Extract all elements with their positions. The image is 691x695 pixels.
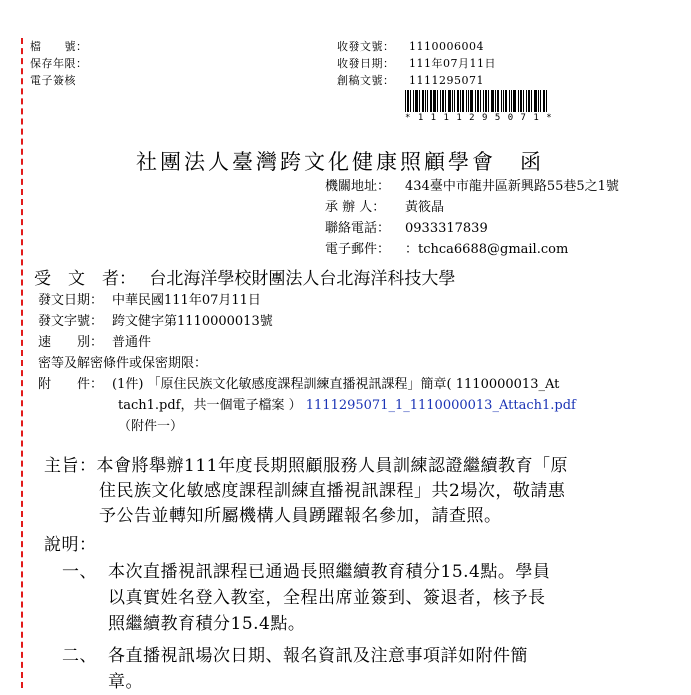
meta-row: 電子簽核 — [30, 74, 76, 87]
barcode-bar — [518, 90, 519, 112]
barcode-bar — [491, 90, 494, 112]
barcode-bar — [513, 90, 516, 112]
contact-address: 機關地址： 434臺中市龍井區新興路55巷5之1號 — [325, 179, 619, 194]
document-title: 社團法人臺灣跨文化健康照顧學會 函 — [136, 150, 544, 174]
barcode-bar — [452, 90, 453, 112]
barcode-bar — [511, 90, 512, 112]
barcode — [405, 90, 553, 123]
barcode-bar — [440, 90, 441, 112]
barcode-bar — [460, 90, 461, 112]
barcode-bar — [540, 90, 541, 112]
contact-person: 承 辦 人： 黃筱晶 — [325, 200, 445, 215]
barcode-bars — [405, 90, 553, 112]
barcode-bar — [454, 90, 455, 112]
barcode-bar — [528, 90, 530, 112]
explanation-item-2: 二、 各直播視訊場次日期、報名資訊及注意事項詳如附件簡 章。 — [44, 643, 550, 695]
barcode-bar — [407, 90, 409, 112]
contact-phone: 聯絡電話： 0933317839 — [325, 221, 488, 236]
barcode-bar — [419, 90, 420, 112]
barcode-bar — [405, 90, 406, 112]
barcode-bar — [505, 90, 507, 112]
meta-row: 檔 號： — [30, 40, 88, 53]
barcode-bar — [433, 90, 436, 112]
barcode-bar — [543, 90, 545, 112]
barcode-bar — [520, 90, 522, 112]
top-meta-right — [337, 38, 496, 89]
barcode-bar — [509, 90, 510, 112]
draft-number: 1111295071 — [409, 74, 484, 87]
header-fields — [38, 290, 576, 437]
top-meta-left — [30, 38, 102, 89]
barcode-bar — [468, 90, 469, 112]
subject-line: 本會將舉辦111年度長期照顧服務人員訓練認證繼續教育「原 — [96, 456, 568, 476]
barcode-bar — [437, 90, 438, 112]
barcode-bar — [503, 90, 504, 112]
meta-label: 收發文號： — [337, 40, 395, 53]
barcode-bar — [477, 90, 479, 112]
item-number: 一、 — [62, 562, 97, 582]
speed: 速 別： 普通件 — [38, 335, 152, 350]
barcode-bar — [538, 90, 539, 112]
barcode-bar — [462, 90, 464, 112]
send-number: 發文字號： 跨文健字第1110000013號 — [38, 314, 273, 329]
barcode-bar — [495, 90, 496, 112]
meta-label: 創稿文號： — [337, 74, 395, 87]
recipient-value: 台北海洋學校財團法人台北海洋科技大學 — [149, 269, 456, 289]
barcode-bar — [480, 90, 481, 112]
barcode-bar — [488, 90, 489, 112]
recipient — [34, 264, 455, 289]
barcode-bar — [442, 90, 444, 112]
barcode-bar — [448, 90, 451, 112]
explanation-label: 說明： — [44, 535, 97, 555]
barcode-bar — [445, 90, 446, 112]
secrecy-label: 密等及解密條件或保密期限： — [38, 356, 208, 371]
subject — [44, 454, 568, 529]
barcode-bar — [425, 90, 426, 112]
barcode-bar — [546, 90, 547, 112]
subject-line: 予公告並轉知所屬機構人員踴躍報名參加，請查照。 — [99, 506, 502, 526]
barcode-bar — [534, 90, 537, 112]
contact-email: 電子郵件： ：tchca6688@gmail.com — [325, 242, 569, 257]
contact-block — [325, 176, 619, 260]
barcode-bar — [501, 90, 502, 112]
recipient-label: 受 文 者： — [34, 269, 136, 289]
doc-number: 1110006004 — [409, 40, 484, 53]
meta-label: 收發日期： — [337, 57, 395, 70]
barcode-bar — [497, 90, 499, 112]
barcode-bar — [531, 90, 532, 112]
attachment-file-link[interactable]: 1111295071_1_1110000013_Attach1.pdf — [305, 398, 576, 413]
attachment-line3: （附件一） — [118, 419, 184, 434]
barcode-bar — [485, 90, 487, 112]
barcode-bar — [526, 90, 527, 112]
explanation-item-1: 一、 本次直播視訊課程已通過長照繼續教育積分15.4點。學員 以真實姓名登入教室，全程出席並簽到、簽退者，核予長 照繼續教育積分15.4點。 — [44, 559, 550, 637]
barcode-bar — [483, 90, 484, 112]
subject-label: 主旨： — [44, 456, 97, 476]
barcode-text: * 1 1 1 1 2 9 5 0 7 1 * — [405, 113, 553, 123]
explanation — [44, 532, 550, 695]
attachment-line1: 附 件： (1件) 「原住民族文化敏感度課程訓練直播視訊課程」簡章( 1110000013_At — [38, 377, 560, 392]
barcode-bar — [430, 90, 432, 112]
barcode-bar — [410, 90, 411, 112]
barcode-bar — [466, 90, 467, 112]
subject-line: 住民族文化敏感度課程訓練直播視訊課程」共2場次，敬請惠 — [99, 481, 566, 501]
margin-line — [21, 38, 23, 688]
barcode-bar — [422, 90, 424, 112]
barcode-bar — [523, 90, 524, 112]
barcode-bar — [475, 90, 476, 112]
item-number: 二、 — [62, 646, 97, 666]
barcode-bar — [470, 90, 473, 112]
send-date: 發文日期： 中華民國111年07月11日 — [38, 293, 261, 308]
meta-row: 保存年限： — [30, 57, 88, 70]
barcode-bar — [457, 90, 459, 112]
barcode-bar — [427, 90, 428, 112]
barcode-bar — [415, 90, 418, 112]
attachment-line2: tach1.pdf，共一個電子檔案 ） 1111295071_1_1110000013_Attach1.pdf — [118, 398, 576, 413]
barcode-bar — [413, 90, 414, 112]
receive-date: 111年07月11日 — [409, 57, 496, 70]
